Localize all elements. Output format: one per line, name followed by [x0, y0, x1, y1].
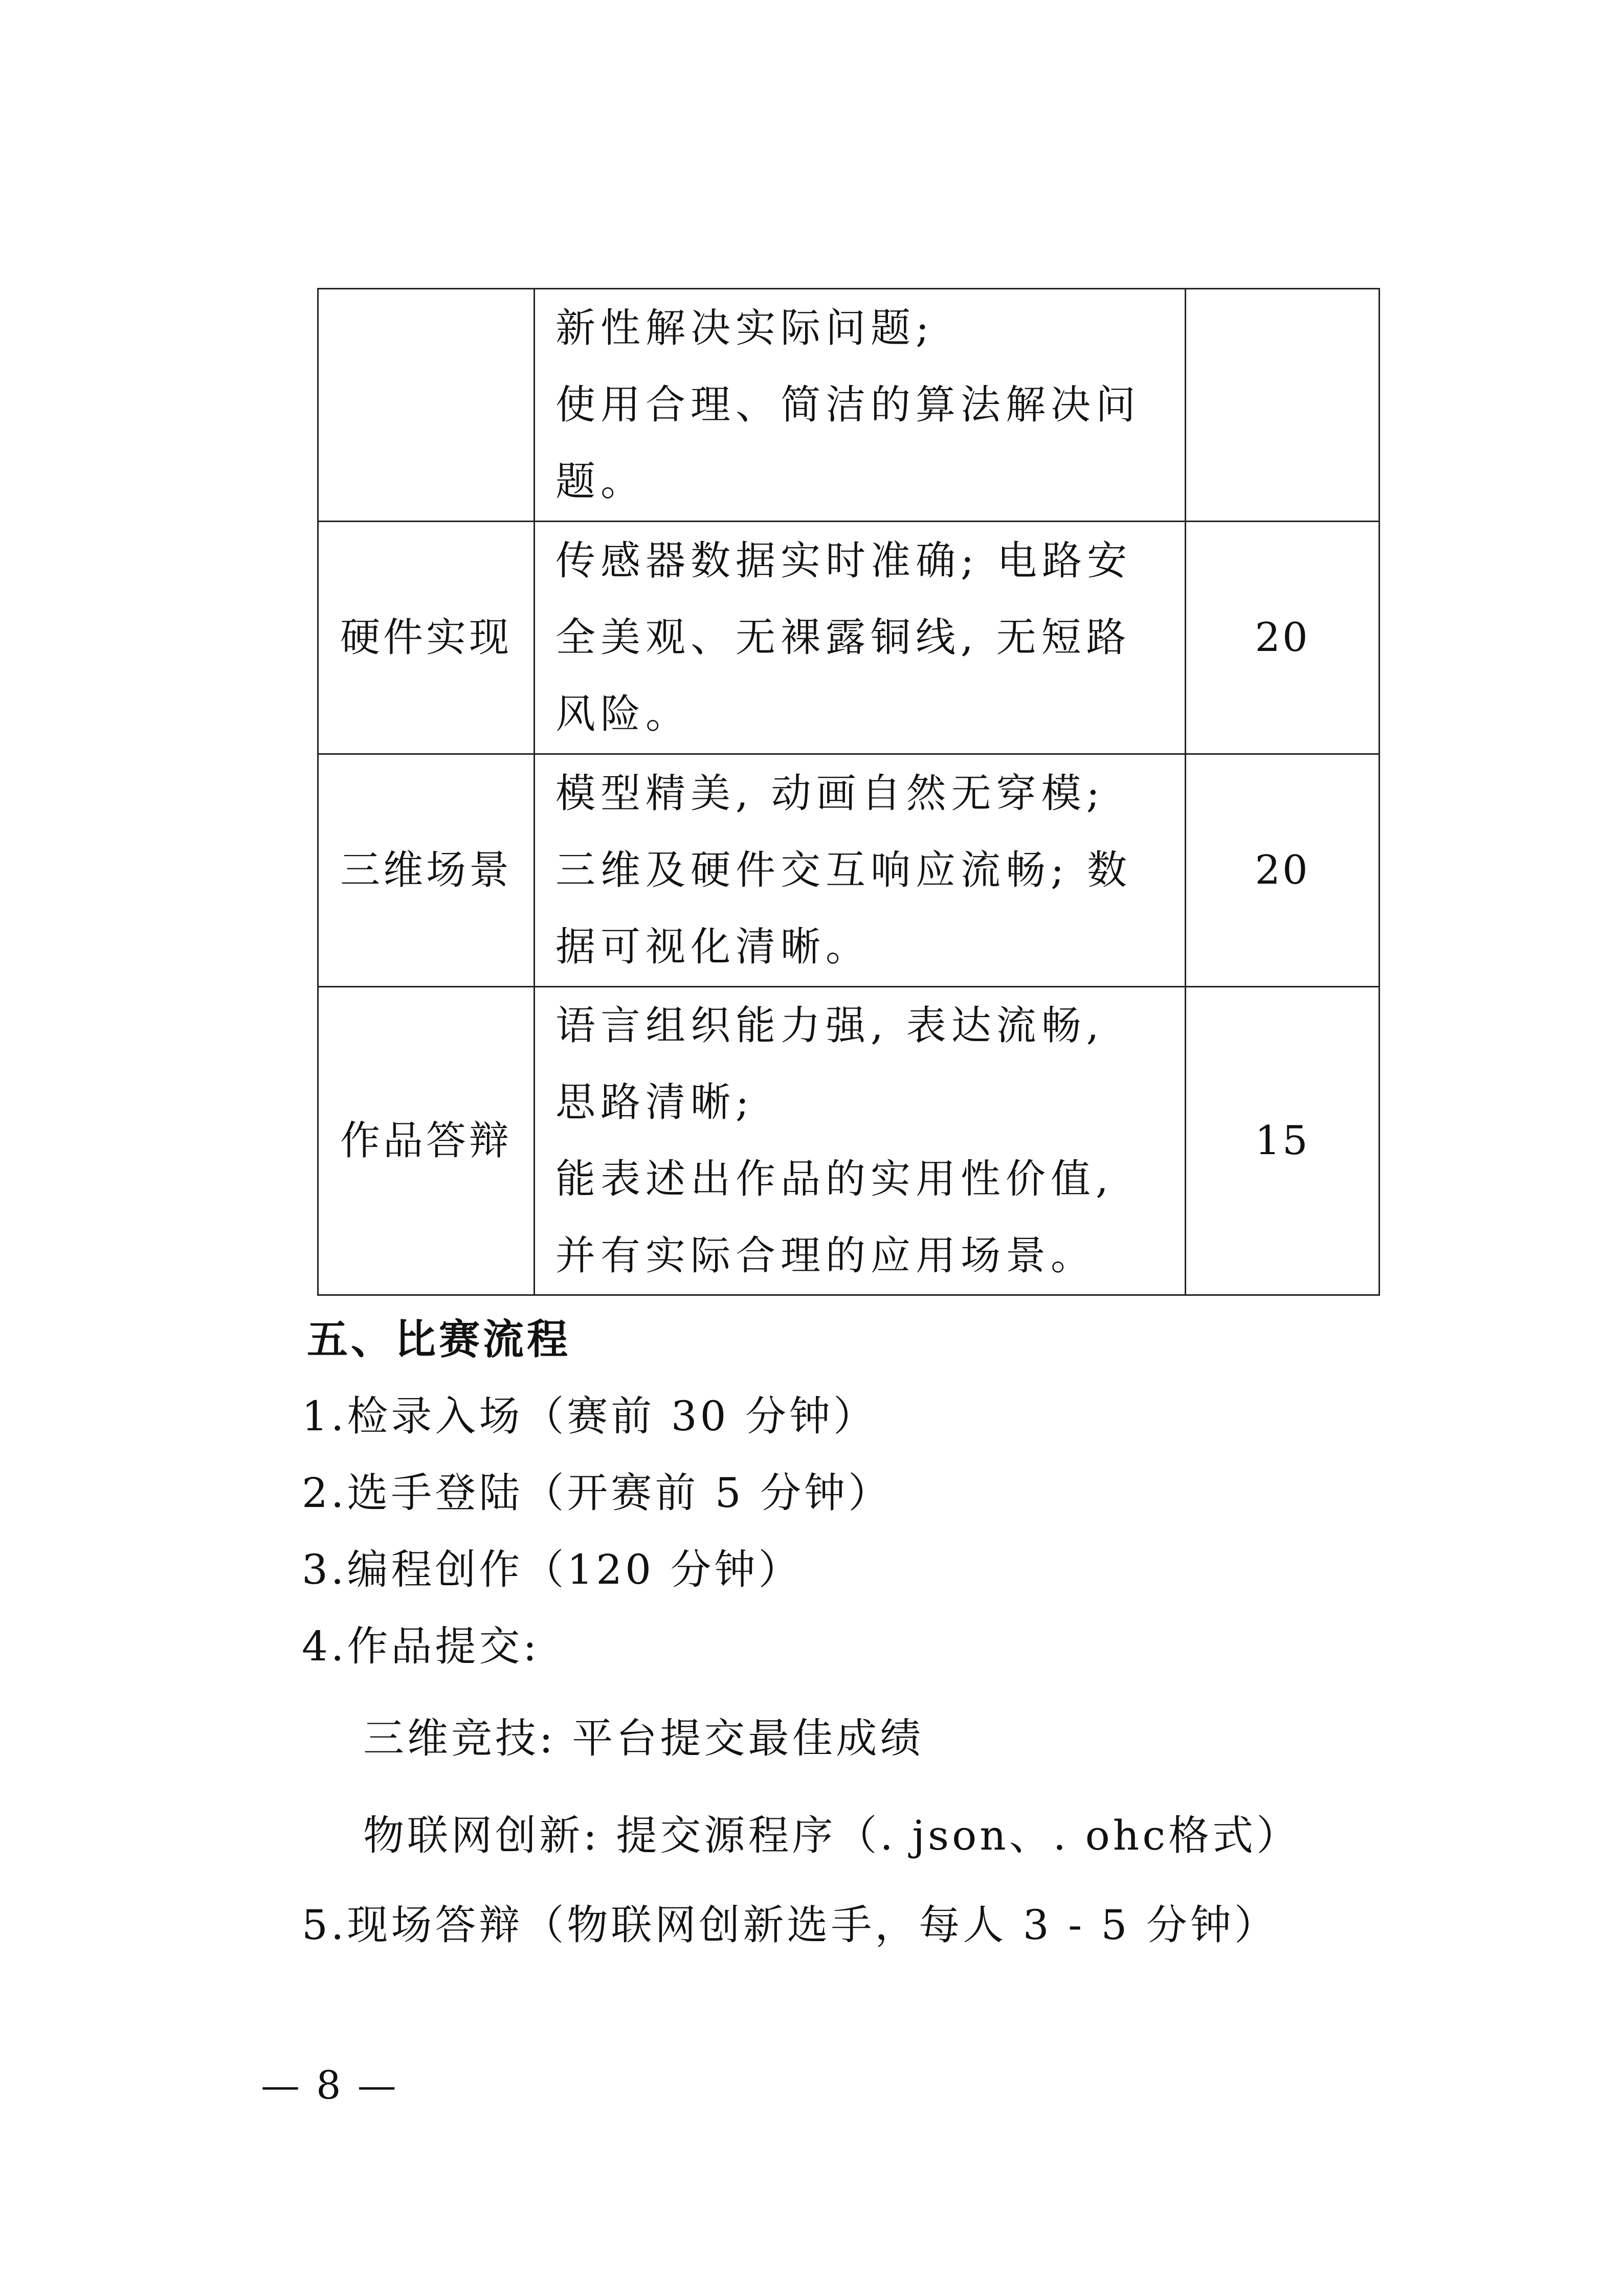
table-row	[318, 289, 1380, 522]
requirements-cell	[535, 522, 1186, 754]
table-row	[318, 754, 1380, 987]
requirement-line: 模型精美, 动画自然无穿模;	[555, 771, 1105, 817]
requirement-line: 并有实际合理的应用场景。	[555, 1233, 1096, 1279]
score-cell: 20	[1186, 522, 1380, 754]
requirement-line: 语言组织能力强, 表达流畅,	[555, 1003, 1104, 1049]
score-cell: 15	[1186, 987, 1380, 1295]
requirement-line: 使用合理、简洁的算法解决问	[555, 382, 1141, 428]
step-item: 3.编程创作（120 分钟）	[302, 1546, 803, 1593]
submission-item: 三维竞技: 平台提交最佳成绩	[363, 1715, 924, 1762]
score-cell: 20	[1186, 754, 1380, 987]
page-number: — 8 —	[261, 2062, 398, 2108]
requirement-line: 三维及硬件交互响应流畅; 数	[555, 847, 1132, 893]
step-item: 4.作品提交:	[302, 1623, 540, 1670]
step-item: 1.检录入场（赛前 30 分钟）	[302, 1392, 877, 1440]
submission-item: 物联网创新: 提交源程序（. json、. ohc格式）	[363, 1812, 1301, 1859]
requirement-line: 思路清晰;	[555, 1079, 754, 1126]
requirements-cell	[535, 987, 1186, 1295]
step-item: 5.现场答辩（物联网创新选手，每人 3 - 5 分钟）	[302, 1901, 1278, 1949]
category-cell: 作品答辩	[318, 987, 535, 1295]
requirement-line: 题。	[555, 459, 646, 505]
score-cell	[1186, 289, 1380, 522]
requirement-line: 能表述出作品的实用性价值,	[555, 1156, 1114, 1202]
requirements-cell	[535, 754, 1186, 987]
step-item: 2.选手登陆（开赛前 5 分钟）	[302, 1469, 893, 1517]
requirement-line: 全美观、无裸露铜线, 无短路	[555, 615, 1131, 661]
table-row	[318, 522, 1380, 754]
category-cell	[318, 289, 535, 522]
requirement-line: 风险。	[555, 691, 691, 737]
category-cell: 三维场景	[318, 754, 535, 987]
requirement-line: 新性解决实际问题;	[555, 305, 935, 351]
category-cell: 硬件实现	[318, 522, 535, 754]
requirement-line: 据可视化清晰。	[555, 924, 871, 970]
requirement-line: 传感器数据实时准确; 电路安	[555, 538, 1132, 584]
requirements-cell	[535, 289, 1186, 522]
table-row	[318, 987, 1380, 1295]
scoring-criteria-table	[317, 288, 1380, 1296]
section-heading: 五、比赛流程	[307, 1315, 571, 1363]
